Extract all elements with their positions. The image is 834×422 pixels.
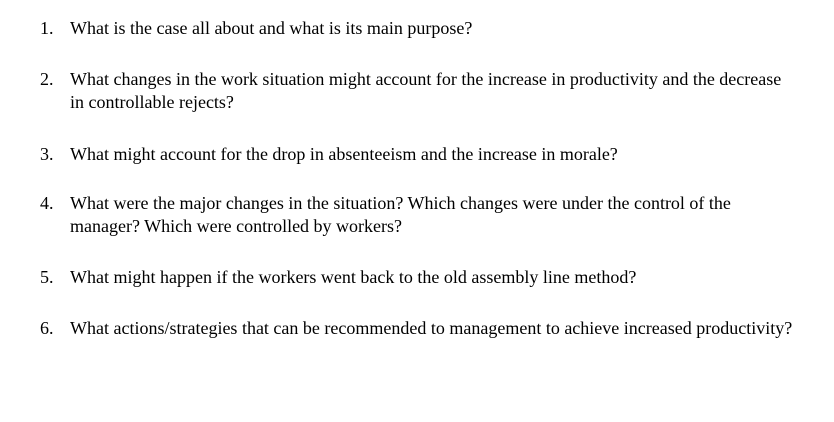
question-number: 2. [40, 69, 54, 89]
question-number: 3. [40, 144, 54, 164]
question-number: 1. [40, 18, 54, 38]
question-text: What might account for the drop in absenteeism and the increase in morale? [70, 144, 618, 164]
question-number: 5. [40, 267, 54, 287]
question-text: What changes in the work situation might account for the increase in productivity and the decrease in controllable rejects? [70, 69, 782, 112]
question-text: What actions/strategies that can be recommended to management to achieve increased productivity? [70, 318, 793, 338]
question-text: What were the major changes in the situation? Which changes were under the control of the manager? Which were controlled by workers? [70, 193, 731, 236]
question-text: What might happen if the workers went back to the old assembly line method? [70, 267, 637, 287]
question-text: What is the case all about and what is its main purpose? [70, 18, 473, 38]
question-number: 6. [40, 318, 54, 338]
question-number: 4. [40, 193, 54, 213]
